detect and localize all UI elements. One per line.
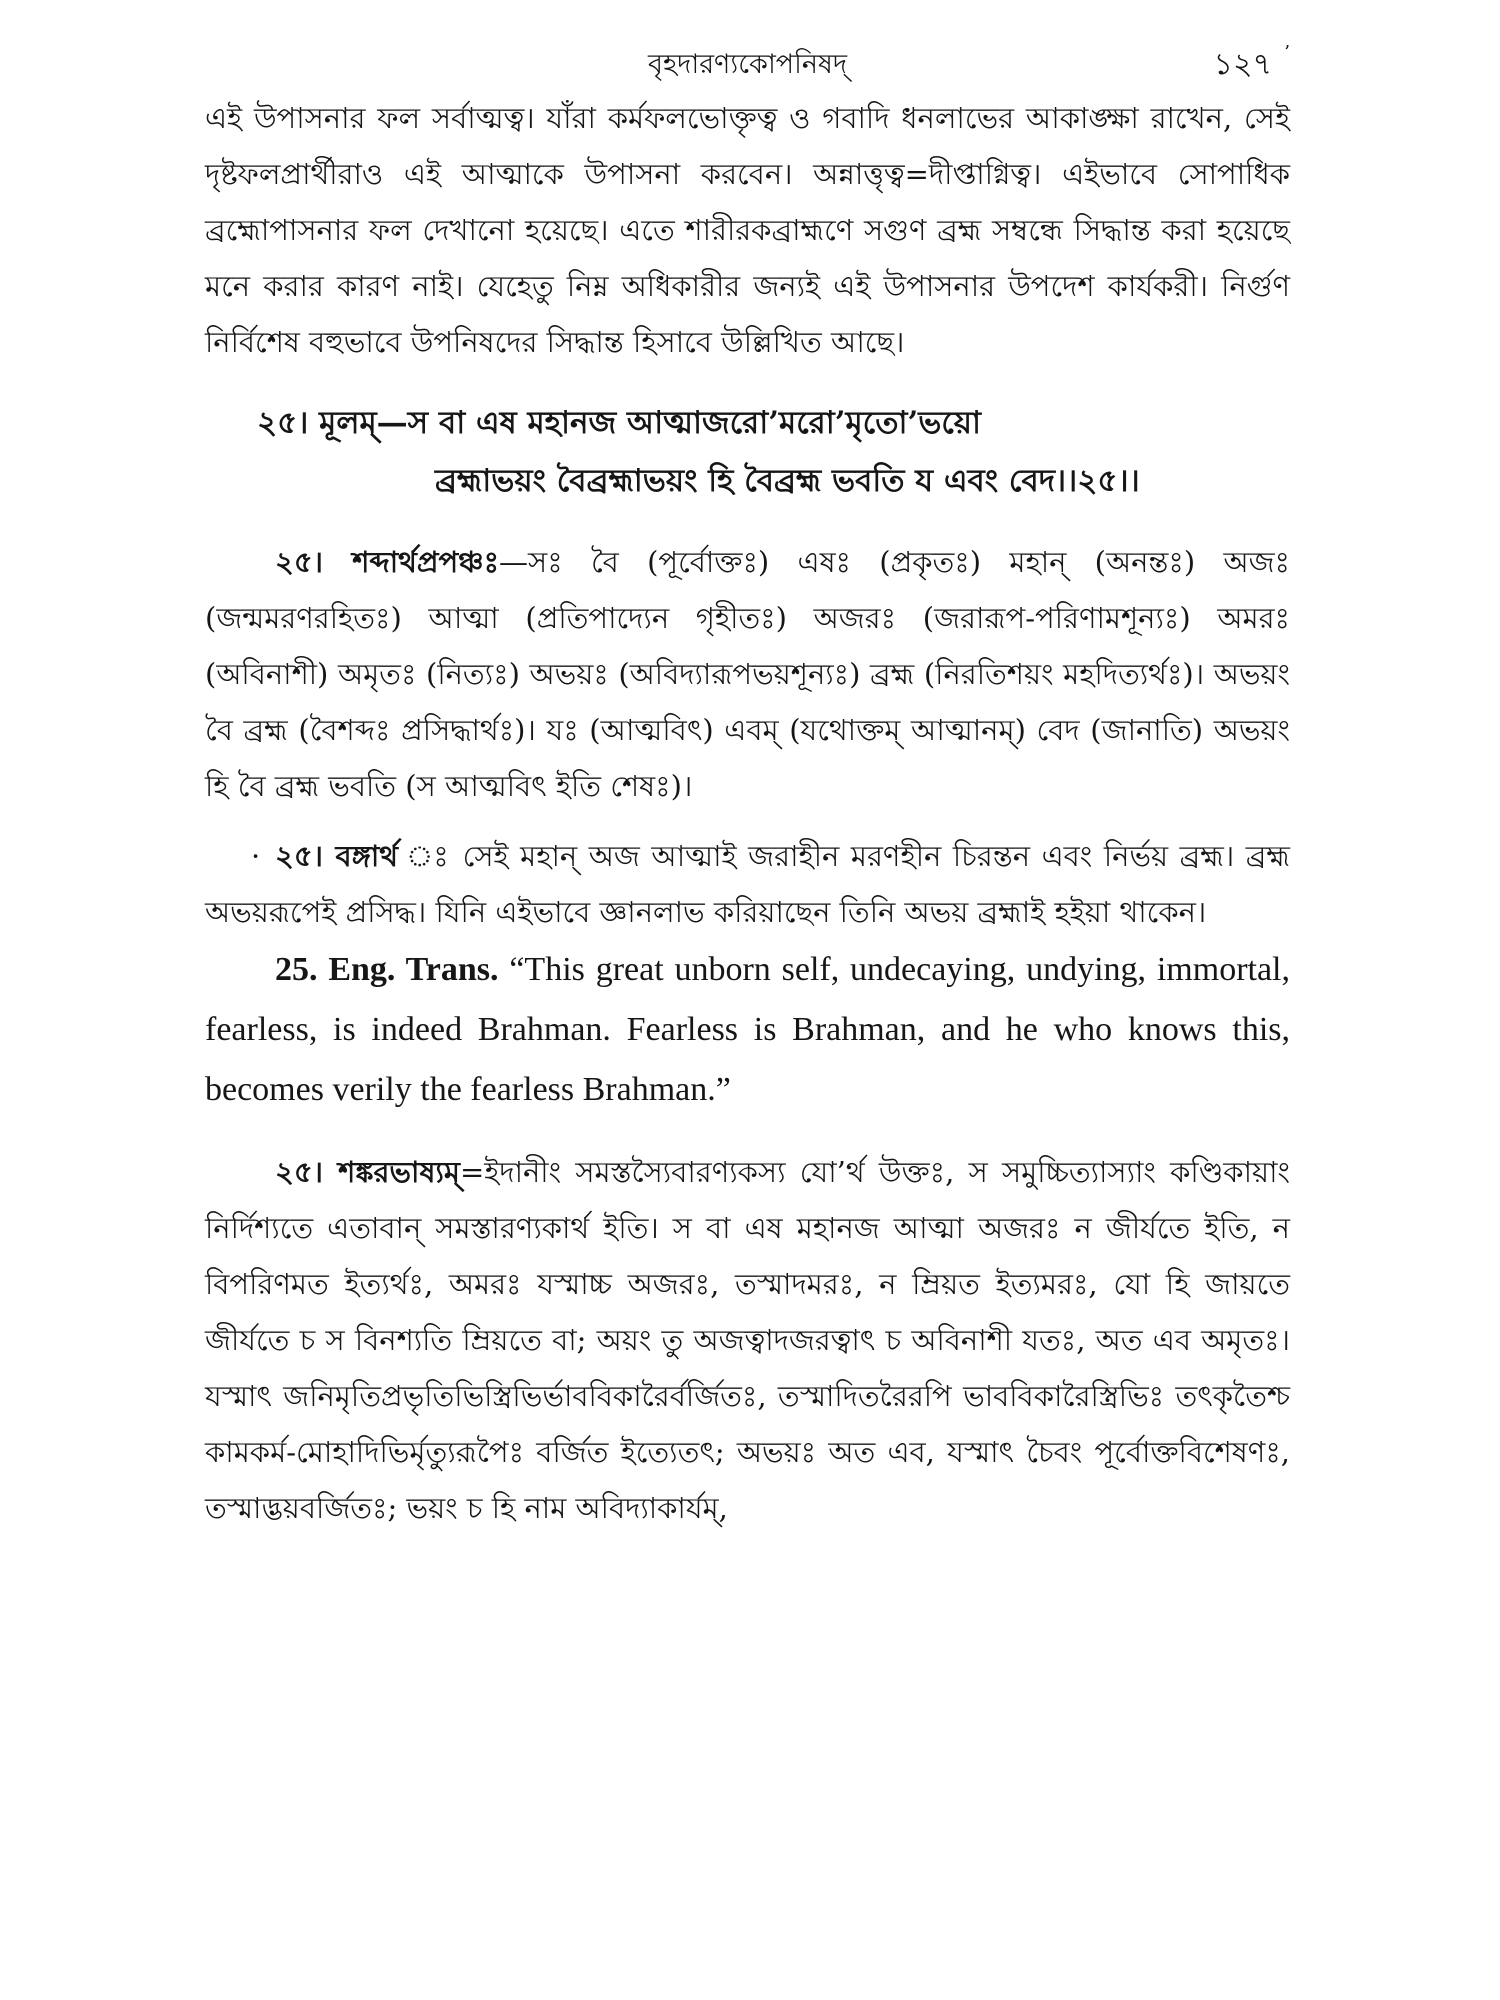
english-translation-label: 25. Eng. Trans. [275, 951, 499, 988]
document-page [205, 38, 1290, 1978]
mulam-verse [205, 394, 1290, 510]
shabdartha-paragraph [205, 534, 1290, 814]
stray-mark: · [251, 839, 261, 873]
bangartha-paragraph [205, 828, 1290, 940]
english-translation-text: “This great unborn self, undecaying, undying, immortal, fearless, is indeed Brahman. Fearless is Brahman, and he who knows this, becomes verily the fearless Brahman.” [205, 951, 1290, 1108]
shabdartha-label: ২৫। শব্দার্থপ্রপঞ্চঃ [275, 545, 500, 579]
running-title: বৃহদারণ্যকোপনিষদ্ [647, 49, 848, 80]
shabdartha-text: —সঃ বৈ (পূর্বোক্তঃ) এষঃ (প্রকৃতঃ) মহান্ (অনন্তঃ) অজঃ (জন্মমরণরহিতঃ) আত্মা (প্রতিপাদ্যেন গৃহীতঃ) অজরঃ (জরারূপ-পরিণামশূন্যঃ) অমরঃ (অবিনাশী) অমৃতঃ (নিত্যঃ) অভয়ঃ (অবিদ্যারূপভয়শূন্যঃ) ব্রহ্ম (নিরতিশয়ং মহদিত্যর্থঃ)। অভয়ং বৈ ব্রহ্ম (বৈশব্দঃ প্রসিদ্ধার্থঃ)। যঃ (আত্মবিৎ) এবম্ (যথোক্তম্ আত্মানম্) বেদ (জানাতি) অভয়ং হি বৈ ব্রহ্ম ভবতি (স আত্মবিৎ ইতি শেষঃ)। [205, 545, 1290, 803]
mulam-line-2: ব্রহ্মাভয়ং বৈব্রহ্মাভয়ং হি বৈব্রহ্ম ভবতি য এবং বেদ।।২৫।। [435, 463, 1140, 499]
bhashya-label: ২৫। শঙ্করভাষ্যম্ [275, 1155, 460, 1189]
english-translation-paragraph [205, 940, 1290, 1120]
bhashya-paragraph [205, 1144, 1290, 1536]
page-header [205, 38, 1290, 90]
bhashya-text: =ইদানীং সমস্তস্যৈবারণ্যকস্য যো’র্থ উক্তঃ, স সমুচ্চিত্যাস্যাং কণ্ডিকায়াং নির্দিশ্যতে এতাবান্ সমস্তারণ্যকার্থ ইতি। স বা এষ মহানজ আত্মা অজরঃ ন জীর্যতে ইতি, ন বিপরিণমত ইত্যর্থঃ, অমরঃ যস্মাচ্চ অজরঃ, তস্মাদমরঃ, ন ম্রিয়ত ইত্যমরঃ, যো হি জায়তে জীর্যতে চ স বিনশ্যতি ম্রিয়তে বা; অয়ং তু অজত্বাদজরত্বাৎ চ অবিনাশী যতঃ, অত এব অমৃতঃ। যস্মাৎ জনিমৃতিপ্রভৃতিভিস্ত্রিভির্ভাববিকারৈর্বর্জিতঃ, তস্মাদিতরৈরপি ভাববিকারৈস্ত্রিভিঃ তৎকৃতৈশ্চ কামকর্ম-মোহাদিভির্মৃত্যুরূপৈঃ বর্জিত ইত্যেতৎ; অভয়ঃ অত এব, যস্মাৎ চৈবং পূর্বোক্তবিশেষণঃ, তস্মাদ্ভয়বর্জিতঃ; ভয়ং চ হি নাম অবিদ্যাকার্যম্, [205, 1155, 1290, 1525]
bangartha-text: ঃ সেই মহান্ অজ আত্মাই জরাহীন মরণহীন চিরন্তন এবং নির্ভয় ব্রহ্ম। ব্রহ্ম অভয়রূপেই প্রসিদ্ধ। যিনি এইভাবে জ্ঞানলাভ করিয়াছেন তিনি অভয় ব্রহ্মাই হইয়া থাকেন। [205, 839, 1290, 929]
page-number: ১২৭ [1213, 47, 1272, 82]
commentary-paragraph: এই উপাসনার ফল সর্বাত্মত্ব। যাঁরা কর্মফলভোক্তৃত্ব ও গবাদি ধনলাভের আকাঙ্ক্ষা রাখেন, সেই দৃষ্টফলপ্রার্থীরাও এই আত্মাকে উপাসনা করবেন। অন্নাত্তৃত্ব=দীপ্তাগ্নিত্ব। এইভাবে সোপাধিক ব্রহ্মোপাসনার ফল দেখানো হয়েছে। এতে শারীরকব্রাহ্মণে সগুণ ব্রহ্ম সম্বন্ধে সিদ্ধান্ত করা হয়েছে মনে করার কারণ নাই। যেহেতু নিম্ন অধিকারীর জন্যই এই উপাসনার উপদেশ কার্যকরী। নির্গুণ নির্বিশেষ বহুভাবে উপনিষদের সিদ্ধান্ত হিসাবে উল্লিখিত আছে। [205, 101, 1290, 359]
bangartha-label: ২৫। বঙ্গার্থ [275, 839, 399, 873]
header-mark: ’ [1284, 42, 1290, 63]
mulam-line-1: ২৫। মূলম্—স বা এষ মহানজ আত্মাজরো’মরো’মৃতো’ভয়ো [257, 405, 982, 441]
